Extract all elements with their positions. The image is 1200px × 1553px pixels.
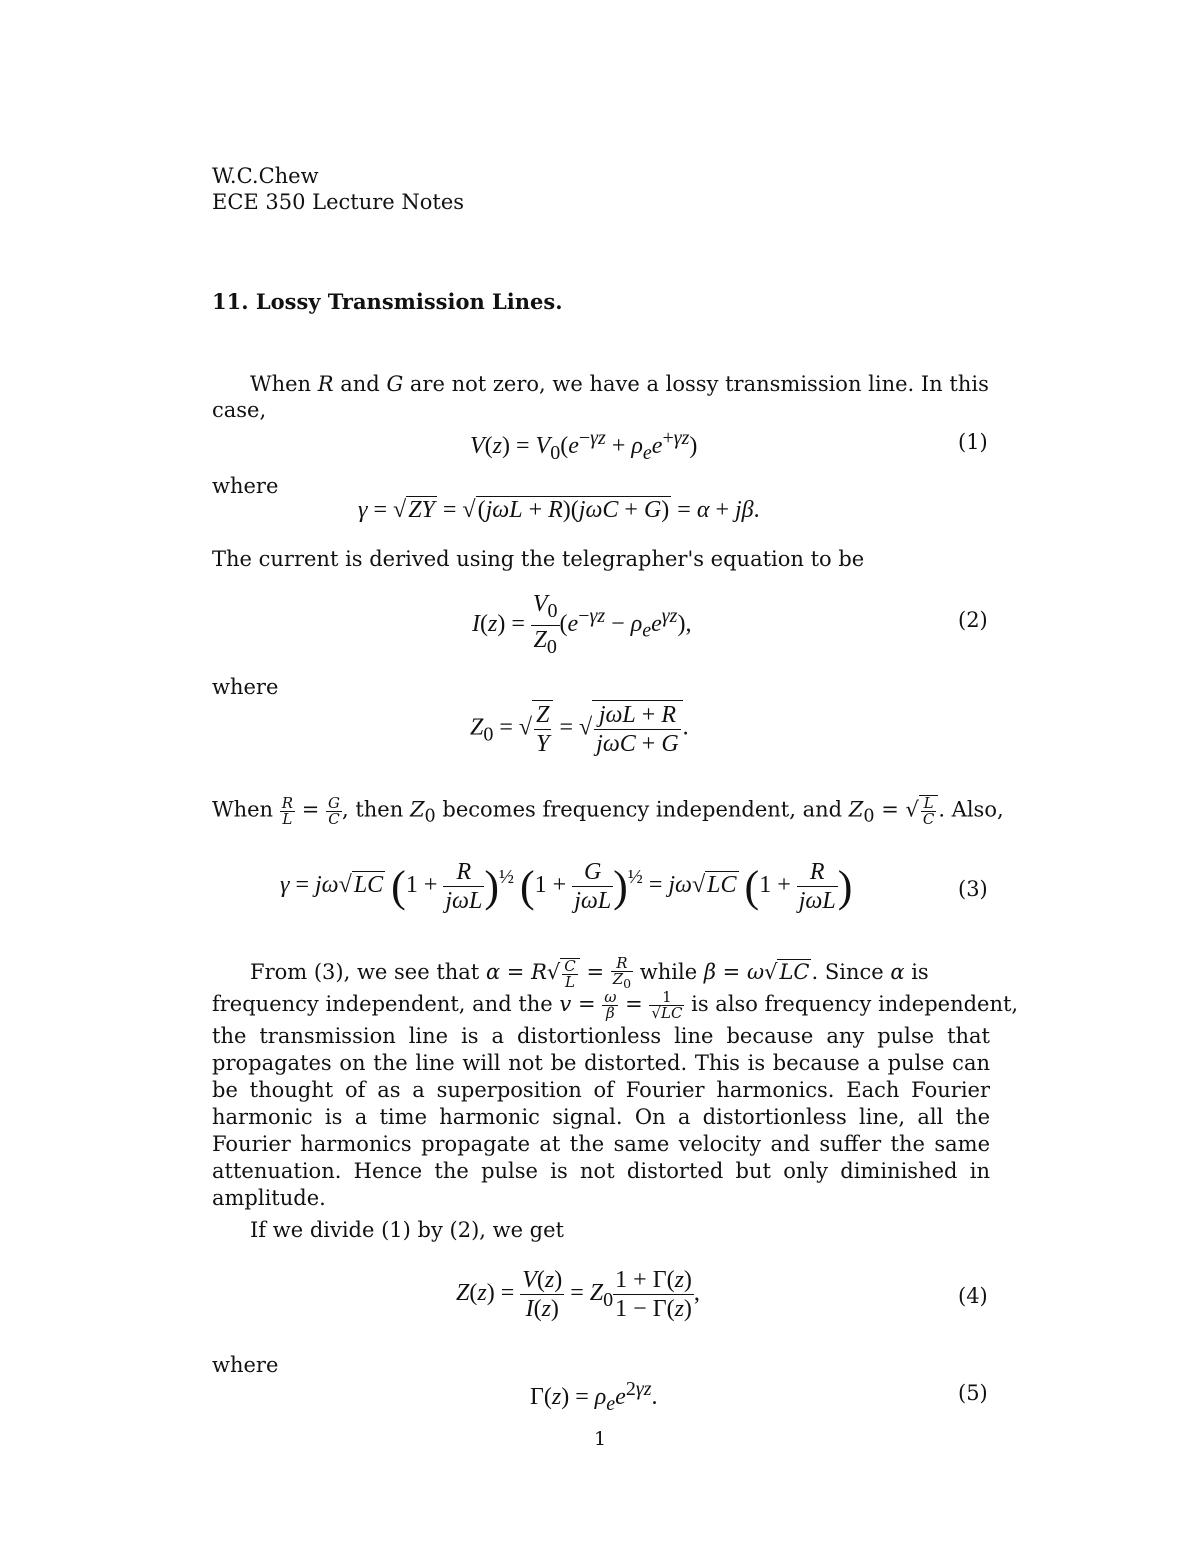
equation-number-3: (3) (958, 877, 988, 901)
equation-number-1: (1) (958, 430, 988, 454)
paragraph-3-line-1: From (3), we see that α = R√ $\frac{C}{L}$ = $\frac{R}{Z_0}$ while β = ω√LC. Since α is (250, 954, 929, 991)
section-title: 11. Lossy Transmission Lines. (212, 289, 563, 314)
equation-number-4: (4) (958, 1284, 988, 1308)
current-intro: The current is derived using the telegrapher's equation to be (212, 547, 865, 571)
distortionless-condition-line: When $\frac{R}{L}$ = $\frac{G}{C}$ , then $Z_0$ becomes frequency independent, and $Z_0$ = √ $\frac{L}{C}$ . Also, (212, 793, 1004, 828)
author-line: W.C.Chew (212, 164, 319, 188)
equation-5: $\Gamma(z) = \rho_ee^{2\gamma z}$. (530, 1378, 658, 1415)
paragraph-3-line-2: frequency independent, and the v = $\frac{\omega}{\beta}$ = $\frac{1}{√LC}$ is also frequency independent, (212, 988, 1019, 1022)
paragraph-1-line-2: case, (212, 398, 267, 422)
paragraph-1-line-1: When R and G are not zero, we have a lossy transmission line. In this (250, 372, 989, 396)
where-label-3: where (212, 1353, 279, 1377)
where-label-1: where (212, 474, 279, 498)
equation-gamma: γ = √ZY = √(jωL + R)(jωC + G) = α + jβ. (358, 497, 760, 523)
where-label-2: where (212, 675, 279, 699)
equation-3: γ = jω√LC (1 + $\frac{R}{\text{jωL}}$ )$^{\frac{1}{2}}$ (1 + $\frac{G}{\text{jωL}}$ )$^{\frac{1}{2}}$ = jω√LC (1 + $\frac{R}{\text{jωL}}$ ) (280, 859, 853, 914)
page-number: 1 (594, 1428, 607, 1450)
paragraph-3-body: the transmission line is a distortionless line because any pulse that propagates on the line will not be distorted. This is because a pulse can be thought of as a superposition of Fourier harmonics. Each Fourier harmonic is a time harmonic signal. On a distortionless line, all the Fourier harmonics propagate at the same velocity and suffer the same attenuation. Hence the pulse is not distorted but only diminished in amplitude. (212, 1024, 990, 1210)
paragraph-4: If we divide (1) by (2), we get (250, 1218, 564, 1242)
equation-z0: $Z_0$ = √ $\frac{Z}{Y}$ = √ $\frac{\text{jωL + R}}{\text{jωC + G}}$ . (470, 702, 689, 757)
course-line: ECE 350 Lecture Notes (212, 190, 465, 214)
equation-2: I(z) = $\frac{V_0}{Z_0}$ $(e^{-\gamma z} - \rho_ee^{\gamma z})$, (472, 591, 692, 658)
equation-1: $V(z) = V_0(e^{-\gamma z} + \rho_ee^{+\gamma z})$ (470, 427, 698, 464)
equation-4: Z(z) = $\frac{V(z)}{I(z)}$ = $Z_0$ $\frac{1 + \Gamma(z)}{1 - \Gamma(z)}$ , (456, 1267, 700, 1322)
equation-number-5: (5) (958, 1381, 988, 1405)
equation-number-2: (2) (958, 608, 988, 632)
